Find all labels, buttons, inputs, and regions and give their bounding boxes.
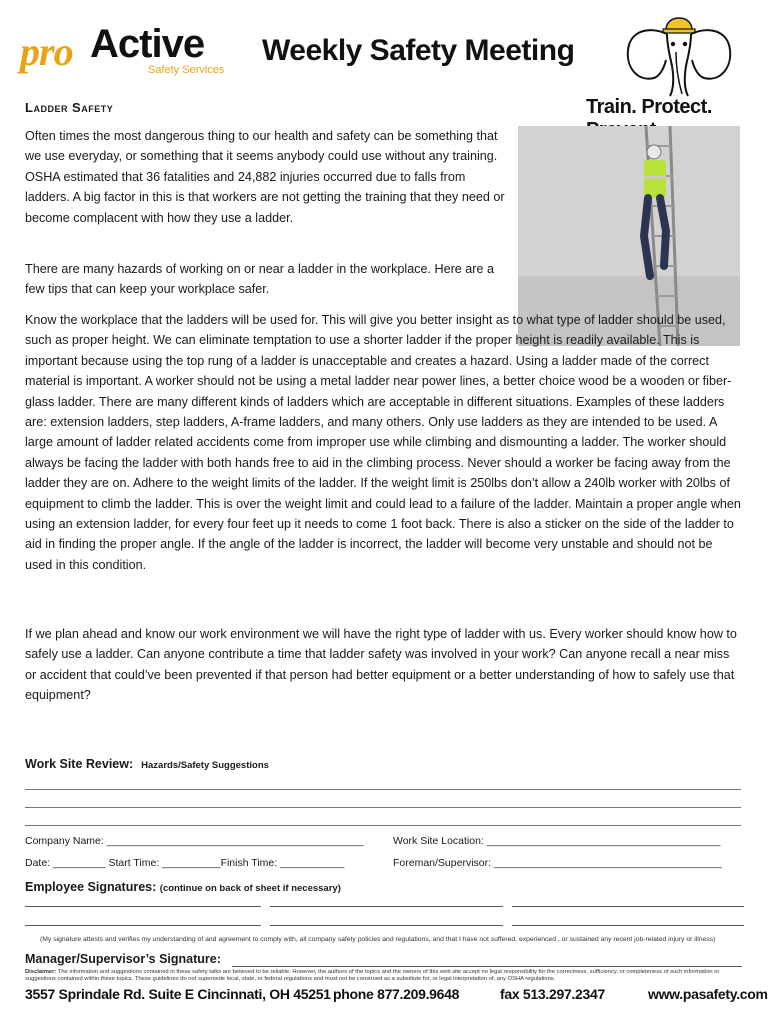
logo-active-text: Active [90, 22, 205, 66]
logo-pro-text: pro [20, 29, 73, 74]
paragraph-intro: Often times the most dangerous thing to our health and safety can be something that we use everyday, or something that it seems anybody could use without any training. OSHA estimated that 36 fatalities and 24,882 injuries occurred due to falls from ladders. A big factor in this is that workers are not getting the training that they need or become complacent with how they use a ladder. [25, 129, 505, 225]
employee-signatures-text: Employee Signatures: [25, 880, 157, 894]
work-site-review-text: Work Site Review: [25, 757, 134, 771]
disclaimer-text: The information and suggestions contained in these safety talks are believed to be reliable. However, the authors of the topics and the owners of this web site accept no legal responsibility for the correctness, sufficiency, or completeness of such information or suggestions contained within these topics. These guidelines do not supersede local, state, or federal regulations and must not be construed as a substitute for, or legal interpretation of, any OSHA regulations. [25, 969, 720, 982]
employee-signatures-label [25, 880, 341, 894]
manager-signature-label: Manager/Supervisor’s Signature: [25, 952, 221, 966]
foreman-field[interactable]: Foreman/Supervisor: _______________________________________ [393, 857, 722, 869]
paragraph-closing: If we plan ahead and know our work environment we will have the right type of ladder with us. Every worker should know how to safely use a ladder. Can anyone contribute a time that ladder safety was involved in your work? Can anyone recall a near miss or accident that could’ve been prevented if that person had better equipment or a better understanding of how to safely use that equipment? [25, 627, 737, 703]
footer-address: 3557 Sprindale Rd. Suite E Cincinnati, OH 45251 [25, 986, 331, 1002]
paragraph-hazards: There are many hazards of working on or near a ladder in the workplace. Here are a few tips that can keep your workplace safer. [25, 262, 495, 297]
tagline: Train. Protect. [586, 96, 712, 118]
review-line-1[interactable] [25, 789, 741, 790]
signature-line[interactable] [270, 906, 503, 907]
page-title: Weekly Safety Meeting [262, 34, 575, 67]
attest-note: (My signature attests and verifies my understanding of and agreement to comply with, all company safety policies and regulations, and that I have not suffered, experienced , or sustained any recent job-related injury or illness) [40, 936, 716, 943]
disclaimer [25, 969, 741, 983]
signature-line[interactable] [512, 925, 744, 926]
logo-subtitle: Safety Services [148, 64, 225, 76]
footer-phone: phone 877.209.9648 [333, 986, 460, 1002]
work-site-location-field[interactable]: Work Site Location: ________________________________________ [393, 835, 721, 847]
paragraph-tips-text: Know the workplace that the ladders will be used for. This will give you better insight as to what type of ladder should be used, such as proper height. We can eliminate temptation to use a shorter ladder if the proper height is readily available. This is important because using the top rung of a ladder is unacceptable and creates a hazard. Using a ladder made of the correct material is important. A worker should not be using a metal ladder near power lines, a better choice wood be a wooden or fiber-glass ladder. There are many different kinds of ladders which are acceptable in different situations. Examples of these ladders are: extension ladders, step ladders, A-frame ladders, and many others. Only use ladders as they are intended to be used. A large amount of ladder related accidents come from improper use while climbing and dismounting a ladder. The worker should always be facing the ladder with both hands free to aid in the climbing process. Never should a worker be facing away from the ladder they are on. Adhere to the weight limits of the ladder. If the weight limit is 250lbs don’t allow a 240lb worker with 20lbs of equipment to climb the ladder. This is over the weight limit and could lead to a failure of the ladder. Maintain a proper angle when using an extension ladder, for every four feet up it needs to come 1 foot back. There is also a sticker on the side of the ladder to aid in finding the proper angle. If the angle of the ladder is incorrect, the ladder will become very unstable and should not be used in this condition. [25, 313, 741, 572]
elephant-hardhat-icon [620, 16, 738, 98]
review-line-3[interactable] [25, 825, 741, 826]
hazards-label: Hazards/Safety Suggestions [141, 760, 269, 771]
review-line-2[interactable] [25, 807, 741, 808]
continue-note: (continue on back of sheet if necessary) [159, 883, 341, 894]
paragraph-tips [25, 310, 741, 575]
footer-fax: fax 513.297.2347 [500, 986, 605, 1002]
disclaimer-label: Disclaimer: [25, 969, 57, 975]
manager-signature-line[interactable] [232, 966, 742, 967]
work-site-review-label [25, 757, 269, 771]
company-name-field[interactable]: Company Name: ____________________________________________ [25, 835, 364, 847]
signature-line[interactable] [25, 925, 261, 926]
signature-line[interactable] [25, 906, 261, 907]
date-time-field[interactable]: Date: _________ Start Time: __________Finish Time: ___________ [25, 857, 345, 869]
signature-line[interactable] [512, 906, 744, 907]
section-title: Ladder Safety [25, 100, 114, 115]
footer-website[interactable]: www.pasafety.com [648, 986, 768, 1002]
signature-line[interactable] [270, 925, 503, 926]
